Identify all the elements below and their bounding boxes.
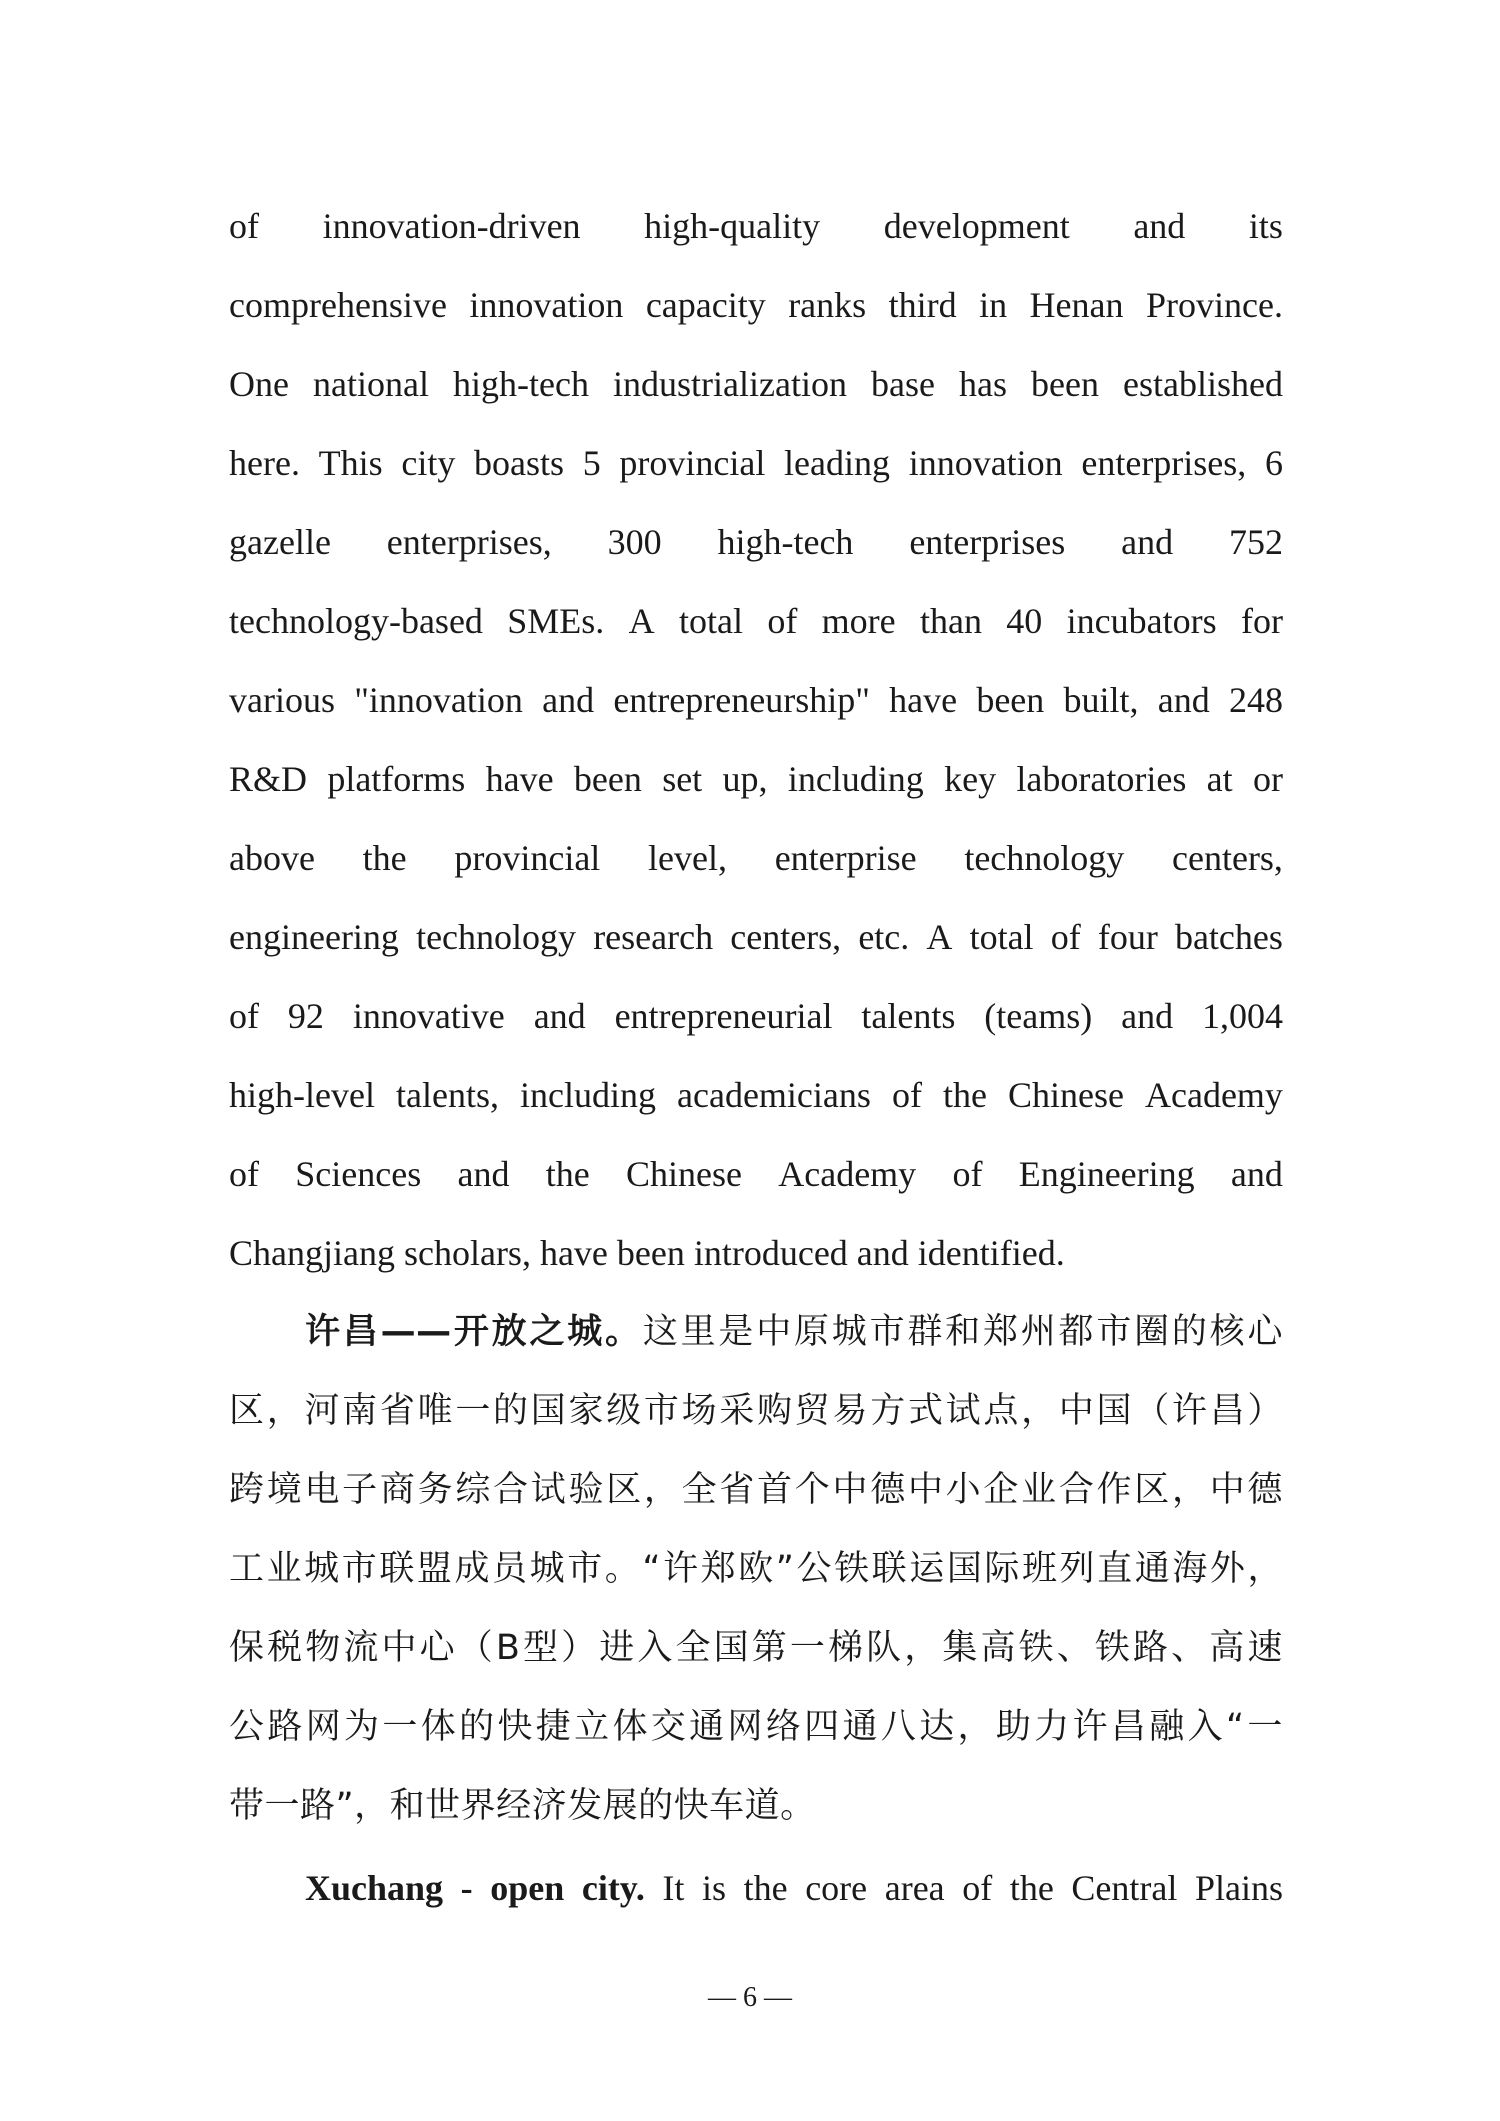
word: or bbox=[1252, 759, 1283, 799]
word: city bbox=[401, 443, 456, 483]
word: Engineering bbox=[1018, 1154, 1195, 1194]
text-line bbox=[229, 512, 1283, 572]
word: various bbox=[229, 680, 335, 720]
text-line bbox=[229, 670, 1283, 730]
word: batches bbox=[1174, 917, 1283, 957]
word: SMEs. bbox=[507, 601, 605, 641]
word: set bbox=[662, 759, 703, 799]
word: have bbox=[485, 759, 554, 799]
text-line bbox=[229, 196, 1283, 256]
word: of bbox=[229, 206, 259, 246]
word: and bbox=[1133, 206, 1186, 246]
text-line bbox=[229, 828, 1283, 888]
word: ranks bbox=[788, 285, 867, 325]
word: entrepreneurship" bbox=[613, 680, 870, 720]
word: high-level bbox=[229, 1075, 375, 1115]
word: technology bbox=[416, 917, 577, 957]
text-line: Changjiang scholars, have been introduced and identified. bbox=[229, 1233, 1065, 1273]
word: been bbox=[573, 759, 642, 799]
word: the bbox=[545, 1154, 590, 1194]
word: national bbox=[313, 364, 429, 404]
word: technology bbox=[964, 838, 1125, 878]
text-line: 带一路”，和世界经济发展的快车道。 bbox=[229, 1786, 816, 1826]
word: including bbox=[787, 759, 924, 799]
word: 6 bbox=[1264, 443, 1283, 483]
word: Province. bbox=[1145, 285, 1283, 325]
text-line bbox=[305, 1302, 1283, 1362]
word: including bbox=[520, 1075, 656, 1115]
word: 752 bbox=[1228, 522, 1283, 562]
text-line bbox=[229, 354, 1283, 414]
word: entrepreneurial bbox=[614, 996, 833, 1036]
text-span: It is the core area of the Central Plains bbox=[644, 1868, 1283, 1908]
word: and bbox=[542, 680, 595, 720]
word: been bbox=[976, 680, 1045, 720]
word: has bbox=[958, 364, 1007, 404]
word: enterprises, bbox=[1081, 443, 1247, 483]
word: leading bbox=[784, 443, 890, 483]
word: enterprises bbox=[909, 522, 1066, 562]
word: incubators bbox=[1066, 601, 1217, 641]
word: of bbox=[1050, 917, 1081, 957]
text-line: 工 业 城 市 联 盟 成 员 城 市 。 “ 许 郑 欧 ” 公 铁 联 运 国 际 班 列 直 通 海 外 ， bbox=[229, 1549, 1283, 1589]
word: innovation bbox=[908, 443, 1063, 483]
word: 1,004 bbox=[1202, 996, 1283, 1036]
word: 248 bbox=[1228, 680, 1283, 720]
word: development bbox=[883, 206, 1070, 246]
word: comprehensive bbox=[229, 285, 447, 325]
word: high-quality bbox=[644, 206, 821, 246]
word: 300 bbox=[607, 522, 662, 562]
word: and bbox=[457, 1154, 510, 1194]
word: here. bbox=[229, 443, 300, 483]
word: talents bbox=[861, 996, 956, 1036]
word: Chinese bbox=[625, 1154, 742, 1194]
word: of bbox=[952, 1154, 983, 1194]
word: 40 bbox=[1006, 601, 1043, 641]
word: the bbox=[942, 1075, 987, 1115]
text-line bbox=[229, 907, 1283, 967]
word: industrialization bbox=[613, 364, 847, 404]
word: established bbox=[1123, 364, 1283, 404]
word: R&D bbox=[229, 759, 308, 799]
text-line bbox=[229, 275, 1283, 335]
word: in bbox=[979, 285, 1008, 325]
word: centers, bbox=[1172, 838, 1283, 878]
text-line: 区 ， 河 南 省 唯 一 的 国 家 级 市 场 采 购 贸 易 方 式 试 点 ， 中 国 （ 许 昌 ） bbox=[229, 1391, 1283, 1431]
word: One bbox=[229, 364, 289, 404]
word: and bbox=[1230, 1154, 1283, 1194]
word: 5 bbox=[582, 443, 601, 483]
word: the bbox=[362, 838, 407, 878]
word: above bbox=[229, 838, 315, 878]
word: research bbox=[593, 917, 714, 957]
text-span: 这里是中原城市群和郑州都市圈的核心 bbox=[642, 1312, 1283, 1352]
word: have bbox=[889, 680, 958, 720]
word: for bbox=[1240, 601, 1283, 641]
word: than bbox=[919, 601, 982, 641]
word: and bbox=[533, 996, 586, 1036]
word: Academy bbox=[1145, 1075, 1283, 1115]
word: enterprise bbox=[774, 838, 917, 878]
word: up, bbox=[722, 759, 768, 799]
word: and bbox=[1121, 996, 1174, 1036]
text-line bbox=[229, 1065, 1283, 1125]
word: 92 bbox=[287, 996, 324, 1036]
word: total bbox=[678, 601, 743, 641]
word: etc. bbox=[858, 917, 910, 957]
word: of bbox=[229, 996, 259, 1036]
word: built, bbox=[1063, 680, 1139, 720]
word: provincial bbox=[619, 443, 766, 483]
text-line bbox=[229, 1144, 1283, 1204]
word: (teams) bbox=[984, 996, 1093, 1036]
word: centers, bbox=[730, 917, 842, 957]
word: A bbox=[926, 917, 953, 957]
word: This bbox=[318, 443, 383, 483]
text-line: 跨 境 电 子 商 务 综 合 试 验 区 ， 全 省 首 个 中 德 中 小 企 业 合 作 区 ， 中 德 bbox=[229, 1470, 1283, 1510]
word: Henan bbox=[1029, 285, 1124, 325]
word: laboratories bbox=[1016, 759, 1187, 799]
text-line bbox=[229, 591, 1283, 651]
text-line bbox=[305, 1858, 1283, 1918]
word: high-tech bbox=[717, 522, 854, 562]
word: and bbox=[1121, 522, 1174, 562]
word: of bbox=[767, 601, 798, 641]
word: enterprises, bbox=[386, 522, 552, 562]
word: key bbox=[944, 759, 997, 799]
word: academicians bbox=[677, 1075, 871, 1115]
word: innovation-driven bbox=[322, 206, 581, 246]
word: Chinese bbox=[1007, 1075, 1124, 1115]
word: engineering bbox=[229, 917, 399, 957]
word: high-tech bbox=[453, 364, 589, 404]
word: platforms bbox=[327, 759, 466, 799]
word: third bbox=[888, 285, 957, 325]
text-line bbox=[229, 986, 1283, 1046]
word: at bbox=[1206, 759, 1233, 799]
page-number: — 6 — bbox=[708, 1982, 792, 2013]
word: level, bbox=[648, 838, 727, 878]
word: Academy bbox=[778, 1154, 917, 1194]
text-line bbox=[229, 749, 1283, 809]
word: Sciences bbox=[295, 1154, 422, 1194]
word: base bbox=[870, 364, 935, 404]
word: and bbox=[1157, 680, 1210, 720]
word: gazelle bbox=[229, 522, 331, 562]
paragraph-heading: Xuchang - open city. bbox=[305, 1868, 645, 1908]
text-line bbox=[229, 433, 1283, 493]
word: capacity bbox=[645, 285, 766, 325]
word: of bbox=[891, 1075, 922, 1115]
word: provincial bbox=[454, 838, 601, 878]
word: innovative bbox=[352, 996, 505, 1036]
word: talents, bbox=[395, 1075, 499, 1115]
word: been bbox=[1031, 364, 1099, 404]
word: innovation bbox=[469, 285, 624, 325]
word: A bbox=[628, 601, 655, 641]
word: of bbox=[229, 1154, 259, 1194]
word: four bbox=[1097, 917, 1158, 957]
text-line: 公 路 网 为 一 体 的 快 捷 立 体 交 通 网 络 四 通 八 达 ， 助 力 许 昌 融 入 “ 一 bbox=[229, 1707, 1283, 1747]
word: technology-based bbox=[229, 601, 483, 641]
word: "innovation bbox=[354, 680, 523, 720]
text-line: 保 税 物 流 中 心 （ B 型 ） 进 入 全 国 第 一 梯 队 ， 集 高 铁 、 铁 路 、 高 速 bbox=[229, 1628, 1283, 1668]
paragraph-heading: 许昌——开放之城。 bbox=[305, 1312, 643, 1352]
word: more bbox=[821, 601, 896, 641]
word: total bbox=[969, 917, 1034, 957]
word: boasts bbox=[474, 443, 565, 483]
word: its bbox=[1248, 206, 1283, 246]
